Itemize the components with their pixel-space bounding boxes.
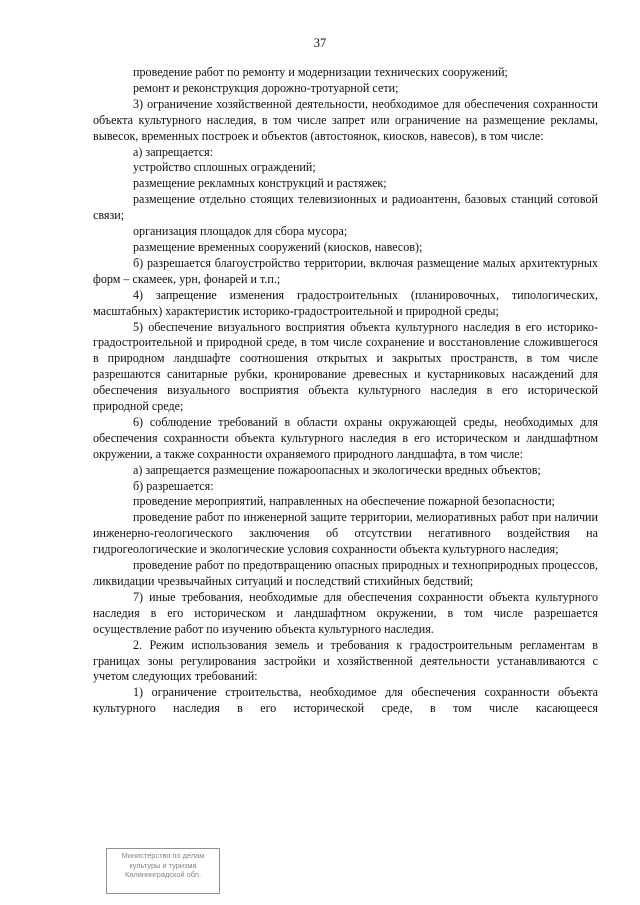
registration-stamp	[106, 848, 220, 894]
paragraph: проведение работ по инженерной защите территории, мелиоративных работ при наличии инженерно-геологического заключения об отсутствии негативного воздействия на гидрогеологические и экологические условия сохранности объекта культурного наследия;	[93, 510, 598, 557]
paragraph: а) запрещается размещение пожароопасных и экологически вредных объектов;	[133, 462, 541, 477]
paragraph: проведение мероприятий, направленных на обеспечение пожарной безопасности;	[133, 494, 555, 509]
paragraph: а) запрещается:	[133, 144, 214, 159]
paragraph: 5) обеспечение визуального восприятия объекта культурного наследия в его историко-градостроительной и природной среде, в том числе сохранение и восстановление сложившегося в природном ландшафте соотношения открытых и закрытых пространств, в том числе разрешаются санитарные рубки, кронирование древесных и кустарниковых насаждений для обеспечения визуального восприятия объекта культурного наследия в его исторической природной среде;	[93, 319, 598, 414]
paragraph: устройство сплошных ограждений;	[133, 160, 316, 175]
paragraph: 7) иные требования, необходимые для обеспечения сохранности объекта культурного наследия в его историческом и ландшафтном окружении, в том числе разрешается осуществление работ по изучению объекта культурного наследия.	[93, 589, 598, 636]
paragraph: 1) ограничение строительства, необходимое для обеспечения сохранности объекта культурного наследия в его исторической среде, в том числе касающееся	[93, 685, 598, 716]
paragraph: размещение временных сооружений (киосков, навесов);	[133, 239, 423, 254]
paragraph: б) разрешается:	[133, 478, 214, 493]
paragraph: 4) запрещение изменения градостроительных (планировочных, типологических, масштабных) характеристик историко-градостроительной и природной среды;	[93, 287, 598, 318]
stamp-line: культуры и туризма	[129, 860, 197, 870]
stamp-line: Министерство по делам	[121, 851, 205, 860]
paragraph: 2. Режим использования земель и требования к градостроительным регламентам в границах зоны регулирования застройки и хозяйственной деятельности устанавливаются с учетом следующих требований:	[93, 637, 598, 684]
paragraph: ремонт и реконструкция дорожно-тротуарной сети;	[133, 80, 399, 95]
stamp-line: Калининградской обл.	[124, 870, 202, 880]
paragraph: проведение работ по предотвращению опасных природных и техноприродных процессов, ликвидации чрезвычайных ситуаций и последствий стихийных бедствий;	[93, 558, 598, 588]
document-body	[93, 65, 598, 717]
paragraph: размещение отдельно стоящих телевизионных и радиоантенн, базовых станций сотовой связи;	[93, 192, 598, 223]
paragraph: 3) ограничение хозяйственной деятельности, необходимое для обеспечения сохранности объекта культурного наследия, в том числе запрет или ограничение на размещение рекламы, вывесок, временных построек и объектов (автостоянок, киосков, навесов), в том числе:	[93, 96, 598, 143]
paragraph: размещение рекламных конструкций и растяжек;	[133, 176, 387, 191]
paragraph: проведение работ по ремонту и модернизации технических сооружений;	[133, 65, 508, 79]
page-number: 37	[313, 36, 327, 50]
paragraph: организация площадок для сбора мусора;	[133, 224, 348, 239]
paragraph: 6) соблюдение требований в области охраны окружающей среды, необходимых для обеспечения сохранности объекта культурного наследия в его историческом и ландшафтном окружении, а также сохранности охраняемого природного ландшафта, в том числе:	[93, 414, 598, 461]
paragraph: б) разрешается благоустройство территории, включая размещение малых архитектурных форм – скамеек, урн, фонарей и т.п.;	[93, 255, 598, 286]
